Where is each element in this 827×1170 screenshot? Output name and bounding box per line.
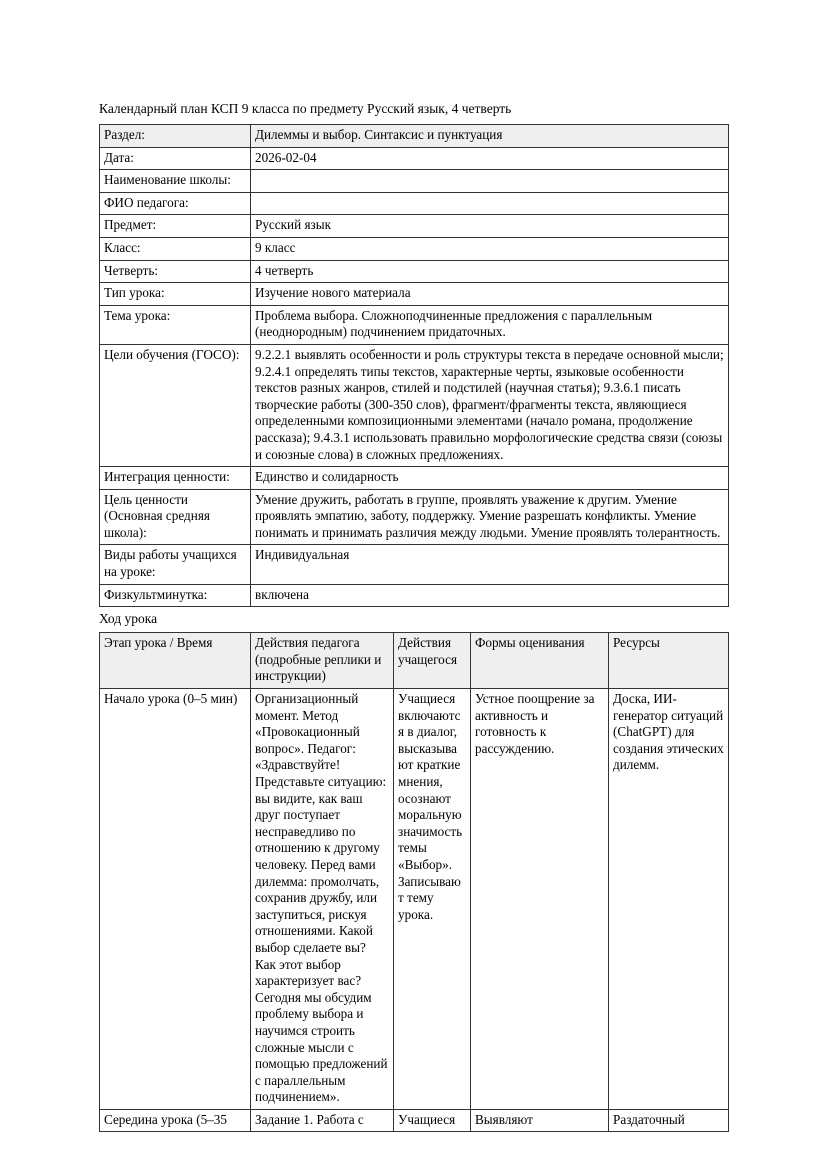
info-value bbox=[251, 170, 729, 193]
info-label: Цели обучения (ГОСО): bbox=[100, 344, 251, 466]
lesson-table-body bbox=[100, 689, 729, 1132]
cell-resources: Раздаточный bbox=[609, 1109, 729, 1132]
cell-stage: Середина урока (5–35 bbox=[100, 1109, 251, 1132]
info-value: Проблема выбора. Сложноподчиненные предложения с параллельным (неоднородным) подчинением придаточных. bbox=[251, 305, 729, 344]
cell-resources: Доска, ИИ-генератор ситуаций (ChatGPT) для создания этических дилемм. bbox=[609, 689, 729, 1110]
info-label: Тема урока: bbox=[100, 305, 251, 344]
info-value: Умение дружить, работать в группе, проявлять уважение к другим. Умение проявлять эмпатию, заботу, поддержку. Умение разрешать конфликты. Умение понимать и принимать различия между людьми. Умение проявлять толерантность. bbox=[251, 489, 729, 545]
info-label: Класс: bbox=[100, 237, 251, 260]
table-row bbox=[100, 260, 729, 283]
table-row bbox=[100, 467, 729, 490]
info-label: Виды работы учащихся на уроке: bbox=[100, 545, 251, 584]
info-value: 9 класс bbox=[251, 237, 729, 260]
table-row bbox=[100, 283, 729, 306]
table-row bbox=[100, 489, 729, 545]
lesson-table-head bbox=[100, 633, 729, 689]
document-content bbox=[99, 100, 728, 1132]
info-label: Цель ценности (Основная средняя школа): bbox=[100, 489, 251, 545]
table-row bbox=[100, 344, 729, 466]
cell-teacher-actions: Задание 1. Работа с bbox=[251, 1109, 394, 1132]
cell-assessment: Выявляют bbox=[471, 1109, 609, 1132]
table-row bbox=[100, 192, 729, 215]
info-value: Русский язык bbox=[251, 215, 729, 238]
info-value: Изучение нового материала bbox=[251, 283, 729, 306]
table-row bbox=[100, 147, 729, 170]
page-title: Календарный план КСП 9 класса по предмету Русский язык, 4 четверть bbox=[99, 101, 512, 116]
column-header-stage: Этап урока / Время bbox=[100, 633, 251, 689]
info-value: 4 четверть bbox=[251, 260, 729, 283]
info-value: Индивидуальная bbox=[251, 545, 729, 584]
table-row bbox=[100, 689, 729, 1110]
column-header-student-actions: Действия учащегося bbox=[394, 633, 471, 689]
table-row bbox=[100, 237, 729, 260]
table-row bbox=[100, 125, 729, 148]
info-label: ФИО педагога: bbox=[100, 192, 251, 215]
info-value: Единство и солидарность bbox=[251, 467, 729, 490]
table-row bbox=[100, 170, 729, 193]
lesson-info-table bbox=[99, 124, 729, 607]
table-row-truncated bbox=[100, 1109, 729, 1132]
info-value: включена bbox=[251, 584, 729, 607]
table-header-row bbox=[100, 633, 729, 689]
lesson-flow-table bbox=[99, 632, 729, 1132]
lesson-flow-heading: Ход урока bbox=[99, 611, 158, 627]
table-row bbox=[100, 215, 729, 238]
cell-student-actions: Учащиеся включаются в диалог, высказывают краткие мнения, осознают моральную значимость темы «Выбор». Записывают тему урока. bbox=[394, 689, 471, 1110]
info-value: Дилеммы и выбор. Синтаксис и пунктуация bbox=[251, 125, 729, 148]
table-row bbox=[100, 584, 729, 607]
info-table-body bbox=[100, 125, 729, 607]
cell-student-actions: Учащиеся bbox=[394, 1109, 471, 1132]
info-label: Дата: bbox=[100, 147, 251, 170]
table-row bbox=[100, 545, 729, 584]
cell-assessment: Устное поощрение за активность и готовность к рассуждению. bbox=[471, 689, 609, 1110]
info-label: Интеграция ценности: bbox=[100, 467, 251, 490]
info-value bbox=[251, 192, 729, 215]
info-label: Предмет: bbox=[100, 215, 251, 238]
table-row bbox=[100, 305, 729, 344]
info-label: Четверть: bbox=[100, 260, 251, 283]
cell-teacher-actions: Организационный момент. Метод «Провокационный вопрос». Педагог: «Здравствуйте! Представьте ситуацию: вы видите, как ваш друг поступает несправедливо по отношению к другому человеку. Перед вами дилемма: промолчать, сохранив дружбу, или заступиться, рискуя отношениями. Какой выбор сделаете вы? Как этот выбор характеризует вас? Сегодня мы обсудим проблему выбора и научимся строить сложные мысли с помощью предложений с параллельным подчинением». bbox=[251, 689, 394, 1110]
info-label: Наименование школы: bbox=[100, 170, 251, 193]
info-value: 9.2.2.1 выявлять особенности и роль структуры текста в передаче основной мысли; 9.2.4.1 определять типы текстов, характерные черты, языковые особенности текстов разных жанров, стилей и подстилей (научная статья); 9.3.6.1 писать творческие работы (300-350 слов), фрагмент/фрагменты текста, являющиеся определенными композиционными элементами (начало романа, продолжение рассказа); 9.4.3.1 использовать правильно морфологические средства связи (союзы и союзные слова) в сложных предложениях. bbox=[251, 344, 729, 466]
info-label: Тип урока: bbox=[100, 283, 251, 306]
info-label: Физкультминутка: bbox=[100, 584, 251, 607]
column-header-resources: Ресурсы bbox=[609, 633, 729, 689]
info-value: 2026-02-04 bbox=[251, 147, 729, 170]
info-label: Раздел: bbox=[100, 125, 251, 148]
cell-stage: Начало урока (0–5 мин) bbox=[100, 689, 251, 1110]
column-header-assessment: Формы оценивания bbox=[471, 633, 609, 689]
column-header-teacher-actions: Действия педагога (подробные реплики и инструкции) bbox=[251, 633, 394, 689]
